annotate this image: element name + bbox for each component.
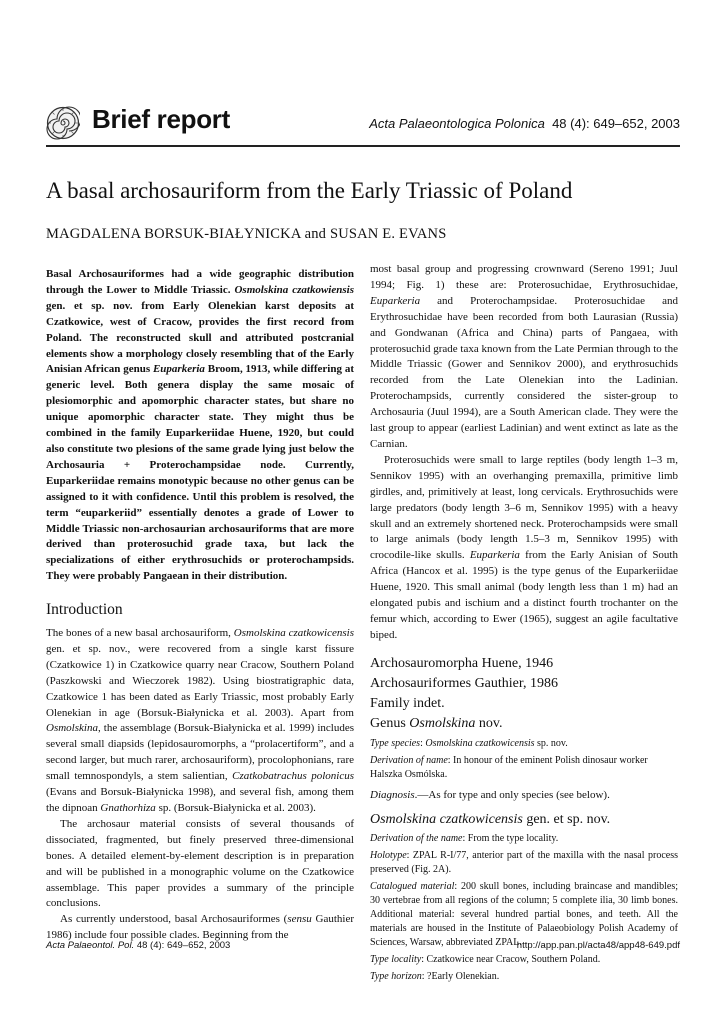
intro-paragraph-2: The archosaur material consists of several thousands of dissociated, fragmented, but finely preserved three-dimensional bones. A detailed element-by-element description is in preparation and will be published in a monographic volume on the Czatkowice assemblage. This paper provides a summary of the principle conclusions. — [46, 817, 354, 910]
right-column — [370, 262, 678, 987]
type-horizon: Type horizon: ?Early Olenekian. — [370, 970, 500, 982]
type-locality: Type locality: Czatkowice near Cracow, Southern Poland. — [370, 953, 601, 965]
journal-name: Acta Palaeontologica Polonica — [369, 116, 545, 131]
article-title: A basal archosauriform from the Early Triassic of Poland — [46, 178, 573, 203]
author-1: MAGDALENA BORSUK-BIAŁYNICKA — [46, 226, 301, 242]
right-paragraph-2: Proterosuchids were small to large reptiles (body length 1–3 m, Sennikov 1995) with an overhanging premaxilla, primitive limb girdles, and, primitively at least, long cervicals. Erythrosuchids were large predators (body length 3–6 m, Sennikov 1995) with a heavy skull and an extremely shortened neck. Proterochampsids were small to large animals (body length 1.5–3 m, Sennikov 1995) with crocodile-like skulls. Euparkeria from the Early Anisian of South Africa (Hancox et al. 1995) is the type genus of the Euparkeriidae Huene, 1920. This small animal (body length less than 1 m) had an elongated pubis and ischium and a distinct fourth trochanter on the femur which, according to Ewer (1965), suggest an agile facultative biped. — [370, 453, 678, 641]
holotype: Holotype: ZPAL R-I/77, anterior part of the maxilla with the nasal process preserved (Fig. 2A). — [370, 849, 678, 875]
journal-volume: 48 (4): 649–652, 2003 — [552, 116, 680, 131]
header-rule — [46, 145, 680, 147]
abstract: Basal Archosauriformes had a wide geographic distribution through the Lower to Middle Triassic. Osmolskina czatkowiensis gen. et sp. nov. from Early Olenekian karst deposits at Czatkowice, west of Cracow, provides the first record from Poland. The reconstructed skull and attributed postcranial elements show a morphology closely resembling that of the Early Anisian African genus Euparkeria Broom, 1913, while differing at generic level. Both genera display the same mosaic of plesiomorphic and apomorphic character states, but share no unique apomorphic character state. They might thus be combined in the family Euparkeriidae Huene, 1920, but could also constitute two plesions of the same grade lying just below the Archosauria + Proterochampsidae node. Currently, Euparkeriidae remains monotypic because no other genus can be assigned to it with confidence. Until this problem is resolved, the term “euparkeriid” essentially denotes a grade of Lower to Middle Triassic non-archosaurian archosauriforms that are more derived than proterosuchid grade taxa, but lack the specializations of either erythrosuchids or proterochampsids. They were probably Pangaean in their distribution. — [46, 268, 354, 583]
left-column — [46, 267, 354, 944]
taxon-clade: Archosauriformes Gauthier, 1986 — [370, 675, 558, 691]
footer-url[interactable]: http://app.pan.pl/acta48/app48-649.pdf — [516, 940, 680, 951]
diagnosis: Diagnosis.—As for type and only species (see below). — [370, 788, 610, 801]
footer-citation: Acta Palaeontol. Pol. 48 (4): 649–652, 2003 — [46, 940, 231, 951]
intro-heading: Introduction — [46, 601, 123, 619]
intro-paragraph-3: As currently understood, basal Archosauriformes (sensu Gauthier 1986) include four possible clades. Beginning from the — [46, 913, 355, 942]
genus-derivation: Derivation of name: In honour of the eminent Polish dinosaur worker Halszka Osmólska. — [370, 754, 648, 780]
journal-citation — [369, 116, 680, 131]
right-paragraph-1: most basal group and progressing crownward (Sereno 1991; Juul 1994; Fig. 1) these are: Proterosuchidae, Erythrosuchidae, Euparkeria and Proterochampsidae. Proterosuchidae and Erythrosuchidae have been recorded from both Laurasian (Russia) and Gondwanan (Africa and China) parts of Pangaea, with proterosuchid grade taxa known from the Late Permian through to the Middle Triassic (Gower and Sennikov 2000), and erythrosuchids recorded from the Late Olenekian into the Ladinian. Proterochampsids, currently considered the sister-group to Archosauria (Juul 1994), are a South American clade. They were the last group to appear (earliest Ladinian) and went extinct as late as the Carnian. — [370, 263, 678, 450]
type-species: Type species: Osmolskina czatkowicensis sp. nov. — [370, 737, 568, 749]
taxon-genus: Genus Osmolskina nov. — [370, 715, 503, 731]
taxon-order: Archosauromorpha Huene, 1946 — [370, 655, 554, 671]
taxon-family: Family indet. — [370, 695, 445, 711]
catalogued-material: Catalogued material: 200 skull bones, including braincase and mandibles; 30 vertebrae from all regions of the column; 5 complete ilia, 30 limb bones. Additional material: several hundred partial bones, and teeth. All the materials are housed in the Institute of Palaeobiology Polish Academy of Sciences, Warsaw, abbreviated ZPAL. — [370, 880, 678, 948]
species-derivation: Derivation of the name: From the type locality. — [370, 832, 559, 844]
species-heading: Osmolskina czatkowicensis gen. et sp. nov. — [370, 811, 611, 827]
section-label: Brief report — [92, 104, 230, 134]
authors-and: and — [304, 226, 327, 242]
ammonite-shell-icon — [46, 106, 80, 140]
article-authors — [46, 226, 446, 243]
page-header — [46, 100, 680, 144]
author-2: SUSAN E. EVANS — [329, 226, 447, 242]
intro-paragraph-1: The bones of a new basal archosauriform, Osmolskina czatkowicensis gen. et sp. nov., were recovered from a single karst fissure (Czatkowice 1) in Czatkowice quarry near Cracow, Southern Poland (Paszkowski and Wieczorek 1982). Using biostratigraphic data, Czatkowice 1 has been dated as Early Triassic, most probably Early Olenekian in age (Borsuk-Białynicka et al. 2003). Apart from Osmolskina, the assemblage (Borsuk-Białynicka et al. 1999) includes several small diapsids (lepidosauromorphs, a “prolacertiform”, and a second larger, but much rarer, archosauriform), procolophonians, rare small temnospondyls, a stem salientian, Czatkobatrachus polonicus (Evans and Borsuk-Białynicka 1998), and several fish, among them the dipnoan Gnathorhiza sp. (Borsuk-Białynicka et al. 2003). — [46, 627, 354, 814]
